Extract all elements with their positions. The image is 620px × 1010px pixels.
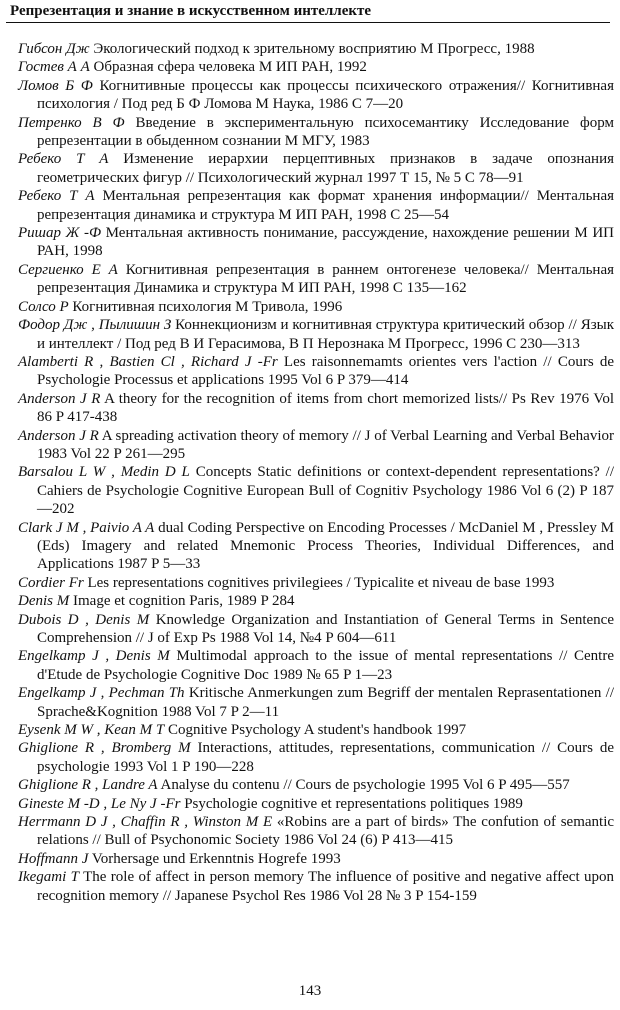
reference-entry: [18, 224, 614, 261]
reference-entry: [18, 150, 614, 187]
reference-author: Гостев А А: [18, 59, 90, 76]
reference-entry: [18, 868, 614, 905]
reference-entry: [18, 519, 614, 574]
reference-author: Ришар Ж -Ф: [18, 225, 102, 242]
reference-author: Eysenk M W , Kean M T: [18, 722, 165, 739]
reference-entry: [18, 813, 614, 850]
reference-entry: [18, 795, 614, 813]
reference-entry: [18, 40, 614, 58]
reference-text: Analyse du contenu // Cours de psychologie 1995 Vol 6 P 495—557: [160, 777, 570, 794]
header-divider: [6, 22, 610, 23]
reference-author: Ребеко Т А: [18, 188, 95, 205]
reference-author: Anderson J R: [18, 427, 99, 444]
reference-entry: [18, 647, 614, 684]
reference-text: Les representations cognitives privilegiees / Typicalite et niveau de base 1993: [87, 574, 555, 591]
reference-author: Ребеко Т А: [18, 151, 109, 168]
reference-entry: [18, 850, 614, 868]
reference-text: Изменение иерархии перцептивных признаков в задаче опознания геометрических фигур // Психологический журнал 1997 Т 15, № 5 С 78—91: [37, 151, 614, 186]
reference-entry: [18, 611, 614, 648]
reference-list: [18, 40, 614, 905]
reference-text: Concepts Static definitions or context-dependent representations? // Cahiers de Psychologie Cognitive European Bull of Cognitiv Psychology 1986 Vol 6 (2) P 187—202: [37, 464, 614, 518]
reference-entry: [18, 684, 614, 721]
reference-entry: [18, 721, 614, 739]
reference-author: Ghiglione R , Bromberg M: [18, 740, 191, 757]
reference-entry: [18, 739, 614, 776]
reference-text: Ментальная активность понимание, рассуждение, нахождение решении М ИП РАН, 1998: [37, 225, 614, 260]
reference-author: Ломов Б Ф: [18, 77, 93, 94]
reference-entry: [18, 592, 614, 610]
reference-author: Barsalou L W , Medin D L: [18, 464, 190, 481]
reference-text: Коннекционизм и когнитивная структура критический обзор // Язык и интеллект / Под ред В И Герасимова, В П Нерознака М Прогресс, 1996 С 230—313: [37, 317, 614, 352]
reference-author: Alamberti R , Bastien Cl , Richard J -Fr: [18, 353, 278, 370]
reference-text: Ментальная репрезентация как формат хранения информации// Ментальная репрезентация динамика и структура М ИП РАН, 1998 С 25—54: [37, 188, 614, 223]
reference-author: Ikegami T: [18, 869, 80, 886]
reference-text: Когнитивная репрезентация в раннем онтогенезе человека// Ментальная репрезентация Динамика и структура М ИП РАН, 1998 С 135—162: [37, 261, 614, 297]
reference-text: Image et cognition Paris, 1989 P 284: [73, 593, 295, 610]
reference-author: Cordier Fr: [18, 574, 84, 591]
reference-author: Clark J M , Paivio A A: [18, 519, 155, 536]
reference-entry: [18, 114, 614, 151]
reference-author: Hoffmann J: [18, 850, 89, 867]
reference-text: «Robins are a part of birds» The confution of semantic relations // Bull of Psychonomic Society 1986 Vol 24 (6) P 413—415: [37, 814, 615, 849]
reference-text: A theory for the recognition of items from chort memorized lists// Ps Rev 1976 Vol 86 P 417-438: [37, 390, 614, 426]
reference-author: Engelkamp J , Denis M: [18, 648, 170, 665]
reference-author: Солсо Р: [18, 298, 69, 315]
reference-entry: [18, 316, 614, 353]
running-header: Репрезентация и знание в искусственном интеллекте: [10, 3, 372, 19]
reference-entry: [18, 776, 614, 794]
reference-text: Interactions, attitudes, representations, communication // Cours de psychologie 1993 Vol 1 P 190—228: [37, 740, 614, 775]
reference-author: Петренко В Ф: [18, 114, 125, 131]
reference-text: Когнитивная психология М Тривола, 1996: [72, 298, 343, 315]
reference-author: Гибсон Дж: [18, 41, 90, 57]
reference-author: Engelkamp J , Pechman Th: [18, 685, 185, 702]
reference-entry: [18, 390, 614, 427]
reference-entry: [18, 298, 614, 316]
reference-author: Фодор Дж , Пылишин З: [18, 317, 172, 334]
reference-author: Herrmann D J , Chaffin R , Winston M E: [18, 814, 273, 831]
reference-text: Knowledge Organization and Instantiation of General Terms in Sentence Comprehension // J of Exp Ps 1988 Vol 14, №4 P 604—611: [37, 611, 614, 646]
reference-text: Vorhersage und Erkenntnis Hogrefe 1993: [91, 850, 341, 867]
reference-text: Введение в экспериментальную психосемантику Исследование форм репрезентации в обыденном сознании М МГУ, 1983: [37, 114, 614, 150]
reference-entry: [18, 77, 614, 114]
reference-author: Сергиенко Е А: [18, 261, 118, 278]
reference-entry: [18, 353, 614, 390]
reference-text: A spreading activation theory of memory // J of Verbal Learning and Verbal Behavior 1983 Vol 22 P 261—295: [37, 427, 614, 462]
reference-entry: [18, 427, 614, 464]
reference-text: Cognitive Psychology A student's handbook 1997: [167, 722, 467, 739]
reference-text: Les raisonnemamts orientes vers l'action // Cours de Psychologie Processus et applications 1995 Vol 6 P 379—414: [37, 353, 614, 389]
reference-author: Anderson J R: [18, 390, 101, 407]
reference-entry: [18, 261, 614, 298]
reference-text: The role of affect in person memory The influence of positive and negative affect upon recognition memory // Japanese Psychol Res 1986 Vol 28 № 3 P 154-159: [37, 869, 614, 904]
reference-entry: [18, 187, 614, 224]
reference-author: Ghiglione R , Landre A: [18, 777, 158, 794]
reference-entry: [18, 574, 614, 592]
reference-author: Gineste M -D , Le Ny J -Fr: [18, 795, 181, 812]
reference-text: Psychologie cognitive et representations politiques 1989: [184, 795, 523, 812]
reference-entry: [18, 463, 614, 518]
reference-entry: [18, 58, 614, 76]
reference-author: Denis M: [18, 593, 70, 610]
reference-text: Образная сфера человека М ИП РАН, 1992: [93, 59, 367, 76]
reference-text: dual Coding Perspective on Encoding Processes / McDaniel M , Pressley M (Eds) Imagery and related Mnemonic Process Theories, Individual Differences, and Applications 1987 P 5—33: [37, 519, 615, 573]
page-number: 143: [298, 983, 322, 999]
reference-text: Экологический подход к зрительному восприятию М Прогресс, 1988: [93, 41, 535, 57]
reference-text: Kritische Anmerkungen zum Begriff der mentalen Reprasentationen // Sprache&Kognition 1988 Vol 7 P 2—11: [37, 685, 614, 720]
reference-author: Dubois D , Denis M: [18, 611, 150, 628]
reference-text: Multimodal approach to the issue of mental representations // Centre d'Etude de Psychologie Cognitive Doc 1989 № 65 P 1—23: [37, 648, 614, 683]
reference-text: Когнитивные процессы как процессы психического отражения// Когнитивная психология / Под ред Б Ф Ломова М Наука, 1986 С 7—20: [37, 77, 614, 113]
